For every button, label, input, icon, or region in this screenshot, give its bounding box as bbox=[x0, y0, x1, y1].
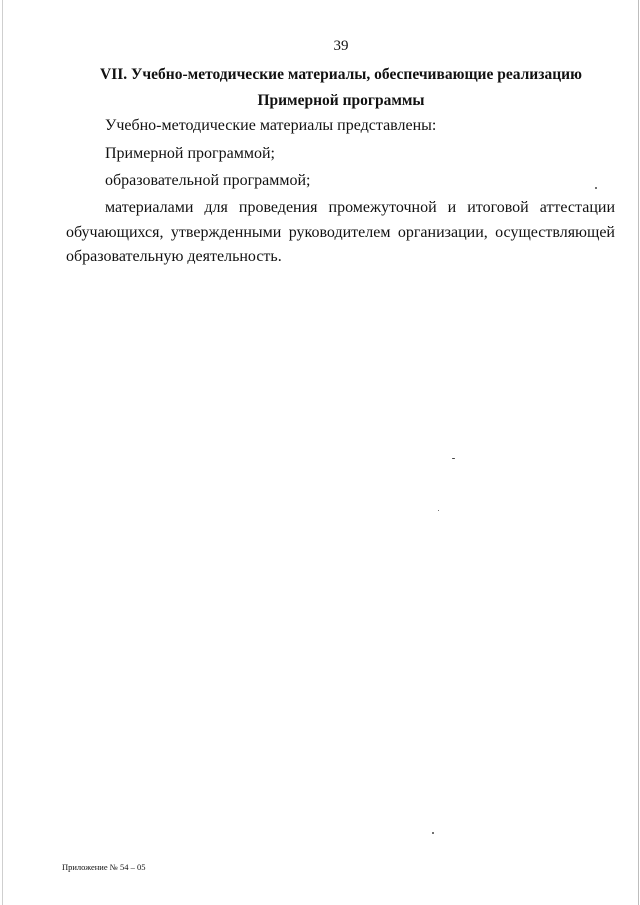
word: для bbox=[204, 199, 228, 216]
word: проведения bbox=[238, 199, 318, 216]
list-item-educational-program: образовательной программой; bbox=[105, 172, 311, 189]
word: организации, bbox=[397, 224, 488, 241]
scan-speck bbox=[595, 187, 597, 189]
list-item-attestation-materials-line-1 bbox=[105, 199, 615, 217]
list-item-exemplary-program: Примерной программой; bbox=[105, 145, 275, 162]
page-number: 39 bbox=[333, 38, 349, 54]
list-item-attestation-materials-line-3: образовательную деятельность. bbox=[66, 248, 282, 265]
word: итоговой bbox=[467, 199, 529, 216]
page-left-edge bbox=[2, 0, 3, 905]
word: и bbox=[447, 199, 457, 216]
word: утвержденными bbox=[170, 224, 282, 241]
word: руководителем bbox=[288, 224, 391, 241]
word: промежуточной bbox=[328, 199, 437, 216]
word: материалами bbox=[105, 199, 194, 216]
intro-paragraph: Учебно-методические материалы представлены: bbox=[105, 117, 437, 134]
section-heading-line-1: VII. Учебно-методические материалы, обеспечивающие реализацию bbox=[100, 66, 582, 83]
list-item-attestation-materials-line-2 bbox=[66, 224, 615, 242]
page-right-edge bbox=[638, 0, 639, 905]
scan-speck bbox=[438, 510, 439, 511]
section-heading-line-2: Примерной программы bbox=[257, 92, 425, 109]
word: аттестации bbox=[539, 199, 615, 216]
word: обучающихся, bbox=[66, 224, 164, 241]
scan-speck bbox=[452, 458, 455, 459]
appendix-footer: Приложение № 54 – 05 bbox=[62, 862, 146, 872]
scan-speck bbox=[432, 832, 434, 834]
word: осуществляющей bbox=[495, 224, 615, 241]
